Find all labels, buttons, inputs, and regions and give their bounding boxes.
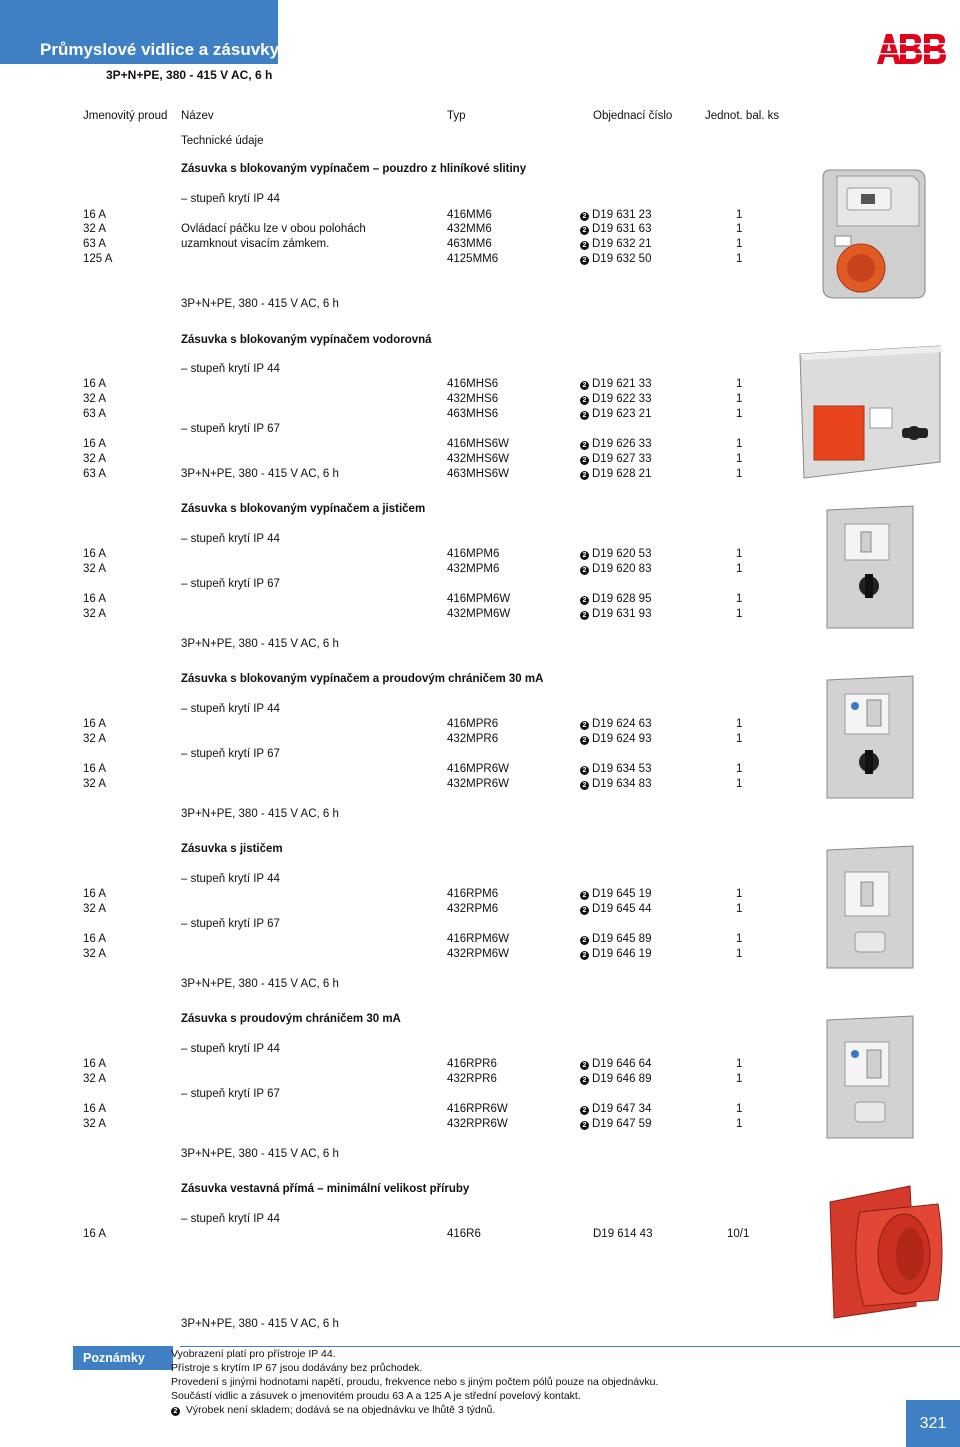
- availability-marker-icon: 2: [580, 766, 589, 775]
- page-title: Průmyslové vidlice a zásuvky: [40, 40, 280, 59]
- current-cell: 125 A: [83, 253, 113, 265]
- type-cell: 463MHS6W: [447, 468, 509, 480]
- order-cell: 2 D19 645 19: [580, 887, 651, 901]
- qty-cell: 1: [736, 209, 743, 221]
- voltage-spec: 3P+N+PE, 380 - 415 V AC, 6 h: [181, 808, 339, 820]
- current-cell: 16 A: [83, 1058, 107, 1070]
- type-cell: 416MHS6: [447, 378, 499, 390]
- type-cell: 416MPR6W: [447, 763, 509, 775]
- availability-marker-icon: 2: [580, 936, 589, 945]
- ip-rating-label: – stupeň krytí IP 67: [181, 1088, 280, 1100]
- ip-rating-label: – stupeň krytí IP 44: [181, 193, 280, 205]
- ip-rating-label: – stupeň krytí IP 67: [181, 748, 280, 760]
- order-cell: 2 D19 628 95: [580, 592, 651, 606]
- order-cell: 2 D19 634 83: [580, 777, 651, 791]
- availability-marker-icon: 2: [580, 566, 589, 575]
- current-cell: 16 A: [83, 718, 107, 730]
- order-cell: 2 D19 620 53: [580, 547, 651, 561]
- ip-rating-label: – stupeň krytí IP 44: [181, 1213, 280, 1225]
- qty-cell: 1: [736, 563, 743, 575]
- type-cell: 416MPR6: [447, 718, 499, 730]
- type-cell: 432MHS6: [447, 393, 499, 405]
- current-cell: 32 A: [83, 563, 107, 575]
- current-cell: 63 A: [83, 238, 107, 250]
- order-cell: 2 D19 646 19: [580, 947, 651, 961]
- current-cell: 32 A: [83, 948, 107, 960]
- availability-marker-icon: 2: [580, 1076, 589, 1085]
- ip-rating-label: – stupeň krytí IP 44: [181, 873, 280, 885]
- type-cell: 416RPR6W: [447, 1103, 508, 1115]
- ip-rating-label: – stupeň krytí IP 44: [181, 533, 280, 545]
- order-cell: 2 D19 624 93: [580, 732, 651, 746]
- availability-marker-icon: 2: [580, 781, 589, 790]
- current-cell: 16 A: [83, 933, 107, 945]
- col-technical-data: Technické údaje: [181, 135, 264, 147]
- qty-cell: 1: [736, 453, 743, 465]
- qty-cell: 1: [736, 1073, 743, 1085]
- qty-cell: 1: [736, 608, 743, 620]
- availability-marker-icon: 2: [580, 891, 589, 900]
- section-title: Zásuvka vestavná přímá – minimální velikost příruby: [181, 1183, 470, 1195]
- availability-marker-icon: 2: [580, 1106, 589, 1115]
- availability-marker-icon: 2: [580, 551, 589, 560]
- type-cell: 432MPR6W: [447, 778, 509, 790]
- qty-cell: 1: [736, 778, 743, 790]
- type-cell: 432RPR6W: [447, 1118, 508, 1130]
- ip-rating-label: – stupeň krytí IP 67: [181, 423, 280, 435]
- type-cell: 4125MM6: [447, 253, 499, 265]
- availability-marker-icon: 2: [580, 906, 589, 915]
- availability-marker-icon: 2: [171, 1407, 180, 1416]
- note-line: Součástí vidlic a zásuvek o jmenovitém proudu 63 A a 125 A je střední povelový kontakt.: [171, 1390, 581, 1402]
- product-image-horizontal-socket: [790, 342, 950, 482]
- voltage-spec: 3P+N+PE, 380 - 415 V AC, 6 h: [181, 298, 339, 310]
- qty-cell: 1: [736, 393, 743, 405]
- name-cell: uzamknout visacím zámkem.: [181, 238, 330, 250]
- current-cell: 16 A: [83, 888, 107, 900]
- current-cell: 16 A: [83, 763, 107, 775]
- type-cell: 416RPR6: [447, 1058, 497, 1070]
- ip-rating-label: – stupeň krytí IP 44: [181, 703, 280, 715]
- order-cell: 2 D19 624 63: [580, 717, 651, 731]
- qty-cell: 1: [736, 718, 743, 730]
- order-cell: 2 D19 628 21: [580, 467, 651, 481]
- col-order-number: Objednací číslo: [593, 110, 673, 122]
- qty-cell: 1: [736, 408, 743, 420]
- order-cell: 2 D19 632 50: [580, 252, 651, 266]
- qty-cell: 1: [736, 903, 743, 915]
- product-image-aluminium-socket: [795, 162, 945, 302]
- current-cell: 16 A: [83, 1103, 107, 1115]
- order-cell: 2 D19 627 33: [580, 452, 651, 466]
- voltage-spec: 3P+N+PE, 380 - 415 V AC, 6 h: [181, 978, 339, 990]
- order-cell: 2 D19 647 59: [580, 1117, 651, 1131]
- order-cell: 2 D19 645 44: [580, 902, 651, 916]
- qty-cell: 1: [736, 1103, 743, 1115]
- order-cell: 2 D19 631 63: [580, 222, 651, 236]
- qty-cell: 1: [736, 438, 743, 450]
- order-cell: 2 D19 634 53: [580, 762, 651, 776]
- order-cell: 2 D19 646 64: [580, 1057, 651, 1071]
- current-cell: 63 A: [83, 408, 107, 420]
- availability-marker-icon: 2: [580, 256, 589, 265]
- current-cell: 16 A: [83, 1228, 107, 1240]
- type-cell: 416MPM6W: [447, 593, 511, 605]
- type-cell: 432MPM6W: [447, 608, 511, 620]
- note-line: Přístroje s krytím IP 67 jsou dodávány bez průchodek.: [171, 1362, 423, 1374]
- section-title: Zásuvka s blokovaným vypínačem vodorovná: [181, 334, 432, 346]
- type-cell: 432MPM6: [447, 563, 500, 575]
- order-cell: 2 D19 626 33: [580, 437, 651, 451]
- availability-marker-icon: 2: [580, 456, 589, 465]
- type-cell: 432RPM6: [447, 903, 499, 915]
- type-cell: 416R6: [447, 1228, 481, 1240]
- page-number: 321: [906, 1400, 960, 1447]
- qty-cell: 1: [736, 548, 743, 560]
- order-cell: D19 614 43: [593, 1228, 653, 1240]
- current-cell: 32 A: [83, 778, 107, 790]
- voltage-spec: 3P+N+PE, 380 - 415 V AC, 6 h: [181, 1318, 339, 1330]
- order-cell: 2 D19 622 33: [580, 392, 651, 406]
- current-cell: 32 A: [83, 1073, 107, 1085]
- availability-marker-icon: 2: [580, 951, 589, 960]
- availability-marker-icon: 2: [580, 611, 589, 620]
- ip-rating-label: – stupeň krytí IP 44: [181, 363, 280, 375]
- type-cell: 432MM6: [447, 223, 492, 235]
- note-line: 2 Výrobek není skladem; dodává se na objednávku ve lhůtě 3 týdnů.: [171, 1404, 495, 1416]
- current-cell: 32 A: [83, 1118, 107, 1130]
- ip-rating-label: – stupeň krytí IP 67: [181, 578, 280, 590]
- section-title: Zásuvka s blokovaným vypínačem a jističem: [181, 503, 426, 515]
- qty-cell: 1: [736, 1118, 743, 1130]
- availability-marker-icon: 2: [580, 721, 589, 730]
- type-cell: 463MM6: [447, 238, 492, 250]
- col-rated-current: Jmenovitý proud: [83, 110, 168, 122]
- section-title: Zásuvka s blokovaným vypínačem a proudovým chráničem 30 mA: [181, 673, 544, 685]
- current-cell: 32 A: [83, 608, 107, 620]
- qty-cell: 1: [736, 733, 743, 745]
- col-type: Typ: [447, 110, 466, 122]
- qty-cell: 1: [736, 378, 743, 390]
- availability-marker-icon: 2: [580, 471, 589, 480]
- qty-cell: 1: [736, 593, 743, 605]
- voltage-spec: 3P+N+PE, 380 - 415 V AC, 6 h: [181, 638, 339, 650]
- type-cell: 432RPM6W: [447, 948, 509, 960]
- availability-marker-icon: 2: [580, 1121, 589, 1130]
- page-subtitle: 3P+N+PE, 380 - 415 V AC, 6 h: [106, 68, 273, 82]
- ip-rating-label: – stupeň krytí IP 67: [181, 918, 280, 930]
- availability-marker-icon: 2: [580, 736, 589, 745]
- section-title: Zásuvka s jističem: [181, 843, 283, 855]
- product-image-mcb-socket: [815, 502, 925, 632]
- order-cell: 2 D19 631 23: [580, 208, 651, 222]
- qty-cell: 1: [736, 763, 743, 775]
- current-cell: 32 A: [83, 393, 107, 405]
- current-cell: 16 A: [83, 378, 107, 390]
- type-cell: 416MHS6W: [447, 438, 509, 450]
- ip-rating-label: – stupeň krytí IP 44: [181, 1043, 280, 1055]
- order-cell: 2 D19 631 93: [580, 607, 651, 621]
- availability-marker-icon: 2: [580, 1061, 589, 1070]
- type-cell: 463MHS6: [447, 408, 499, 420]
- order-cell: 2 D19 632 21: [580, 237, 651, 251]
- order-cell: 2 D19 645 89: [580, 932, 651, 946]
- voltage-spec: 3P+N+PE, 380 - 415 V AC, 6 h: [181, 1148, 339, 1160]
- type-cell: 416RPM6W: [447, 933, 509, 945]
- order-cell: 2 D19 620 83: [580, 562, 651, 576]
- current-cell: 16 A: [83, 209, 107, 221]
- current-cell: 63 A: [83, 468, 107, 480]
- current-cell: 32 A: [83, 453, 107, 465]
- qty-cell: 1: [736, 238, 743, 250]
- qty-cell: 1: [736, 223, 743, 235]
- col-name: Název: [181, 110, 214, 122]
- type-cell: 432MPR6: [447, 733, 499, 745]
- type-cell: 416MPM6: [447, 548, 500, 560]
- product-image-rcd-socket: [815, 672, 925, 802]
- note-line: Vyobrazení platí pro přístroje IP 44.: [171, 1348, 336, 1360]
- order-cell: 2 D19 647 34: [580, 1102, 651, 1116]
- current-cell: 32 A: [83, 223, 107, 235]
- product-image-mcb-only-socket: [815, 842, 925, 972]
- current-cell: 32 A: [83, 903, 107, 915]
- qty-cell: 1: [736, 888, 743, 900]
- current-cell: 32 A: [83, 733, 107, 745]
- type-cell: 416RPM6: [447, 888, 499, 900]
- order-cell: 2 D19 623 21: [580, 407, 651, 421]
- name-cell: Ovládací páčku lze v obou polohách: [181, 223, 366, 235]
- product-image-panel-socket: [820, 1182, 950, 1322]
- availability-marker-icon: 2: [580, 441, 589, 450]
- availability-marker-icon: 2: [580, 381, 589, 390]
- availability-marker-icon: 2: [580, 226, 589, 235]
- current-cell: 16 A: [83, 438, 107, 450]
- product-image-rcd-only-socket: [815, 1012, 925, 1142]
- availability-marker-icon: 2: [580, 411, 589, 420]
- voltage-spec: 3P+N+PE, 380 - 415 V AC, 6 h: [181, 468, 339, 480]
- col-pack-qty: Jednot. bal. ks: [705, 110, 780, 122]
- abb-logo: [875, 32, 947, 66]
- availability-marker-icon: 2: [580, 212, 589, 221]
- type-cell: 416MM6: [447, 209, 492, 221]
- order-cell: 2 D19 621 33: [580, 377, 651, 391]
- availability-marker-icon: 2: [580, 241, 589, 250]
- qty-cell: 1: [736, 1058, 743, 1070]
- qty-cell: 1: [736, 948, 743, 960]
- qty-cell: 1: [736, 468, 743, 480]
- availability-marker-icon: 2: [580, 396, 589, 405]
- order-cell: 2 D19 646 89: [580, 1072, 651, 1086]
- note-line: Provedení s jinými hodnotami napětí, proudu, frekvence nebo s jiným počtem pólů pouze na objednávku.: [171, 1376, 659, 1388]
- qty-cell: 10/1: [727, 1228, 750, 1240]
- current-cell: 16 A: [83, 593, 107, 605]
- current-cell: 16 A: [83, 548, 107, 560]
- section-title: Zásuvka s proudovým chráničem 30 mA: [181, 1013, 401, 1025]
- availability-marker-icon: 2: [580, 596, 589, 605]
- type-cell: 432RPR6: [447, 1073, 497, 1085]
- qty-cell: 1: [736, 253, 743, 265]
- type-cell: 432MHS6W: [447, 453, 509, 465]
- notes-label: Poznámky: [73, 1346, 173, 1370]
- notes-divider: [180, 1346, 960, 1347]
- section-title: Zásuvka s blokovaným vypínačem – pouzdro z hliníkové slitiny: [181, 163, 527, 175]
- qty-cell: 1: [736, 933, 743, 945]
